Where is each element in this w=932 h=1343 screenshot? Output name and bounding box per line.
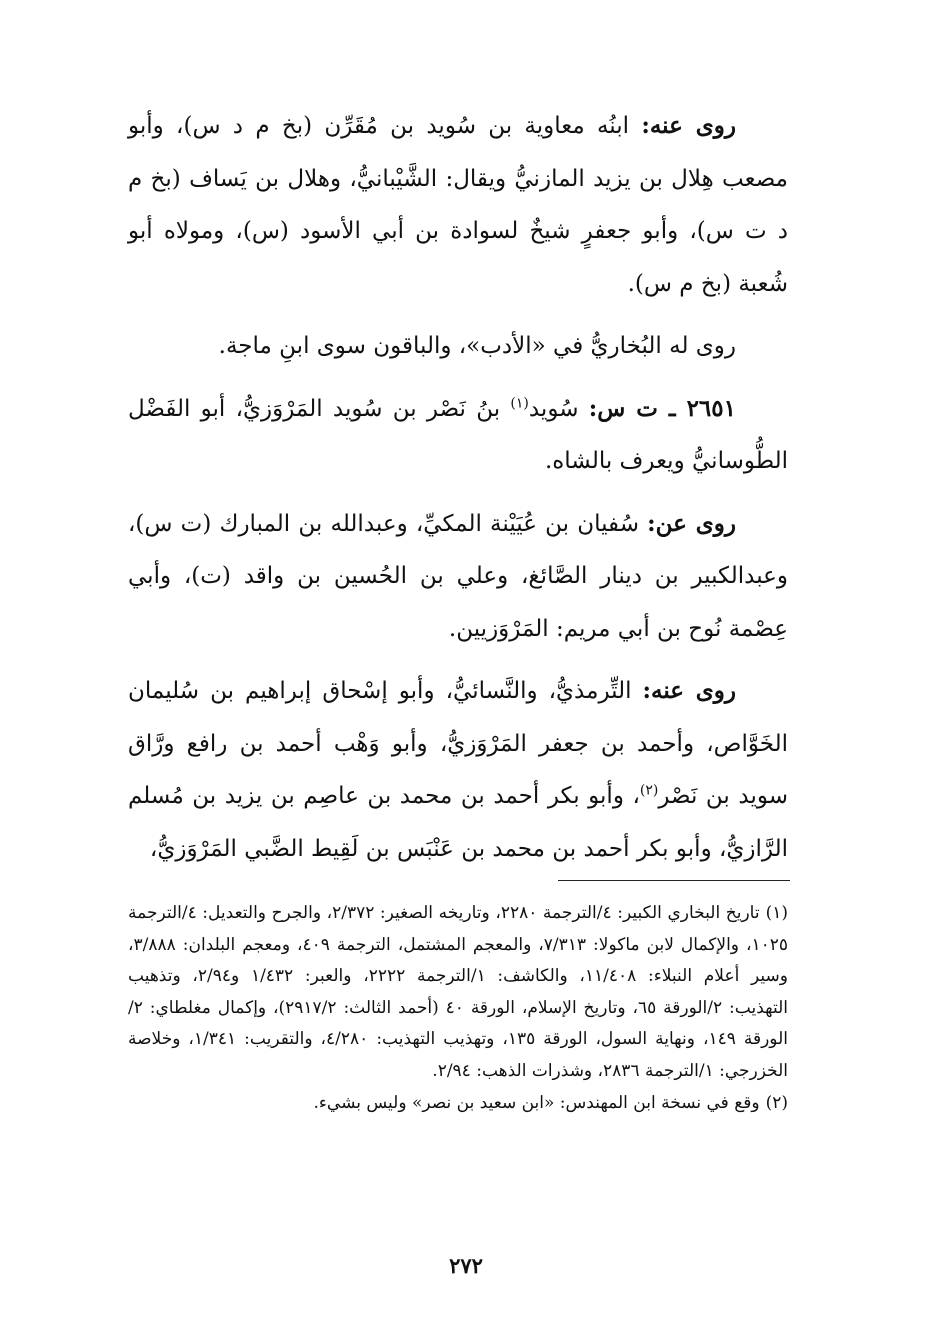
footnote-reference-2[interactable]: (٢) [639,782,659,799]
footnote-number: (٢) [765,1092,788,1113]
footnote-text: تاريخ البخاري الكبير: ٤/الترجمة ٢٢٨٠، وتاريخه الصغير: ٢/٣٧٢، والجرح والتعديل: ٤/الترجمة ١٠٢٥، والإكمال لابن ماكولا: ٧/٣١٣، والمعجم المشتمل، الترجمة ٤٠٩، ومعجم البلدان: ٣/٨٨٨، وسير أعلام النبلاء: ١١/٤٠٨، والكاشف: ١/الترجمة ٢٢٢٢، والعبر: ١/٤٣٢ و٢/٩٤، وتذهيب التهذيب: ٢/الورقة ٦٥، وتاريخ الإسلام، الورقة ٤٠ (أحمد الثالث: ٢٩١٧/٢)، وإكمال مغلطاي: ٢/الورقة ١٤٩، ونهاية السول، الورقة ١٣٥، وتهذيب التهذيب: ٤/٢٨٠، والتقريب: ١/٣٤١، وخلاصة الخزرجي: ١/الترجمة ٢٨٣٦، وشذرات الذهب: ٢/٩٤. [128,903,789,1081]
footnote-reference-1[interactable]: (١) [510,394,529,411]
footnote-2 [128,1088,788,1120]
paragraph-text: ابنُه معاوية بن سُويد بن مُقَرِّن (بخ م د س)، وأبو مصعب هِلال بن يزيد المازنيُّ ويقال: الشَّيْبانيُّ، وهلال بن يَساف (بخ م د ت س)، وأبو جعفرٍ شيخٌ لسوادة بن أبي الأسود (س)، ومولاه أبو شُعبة (بخ م س). [128,113,788,297]
page-number: ٢٧٢ [449,1253,483,1278]
paragraph-narrators-from-him-2 [128,665,788,875]
main-text [128,100,788,885]
footnote-number: (١) [765,903,788,923]
paragraph-narrators-from-him [128,100,788,310]
paragraph-text: سُويد [528,395,589,422]
footnote-1 [128,898,788,1088]
section-label: روى عنه: [642,677,737,704]
paragraph-text: ، وأبو بكر أحمد بن محمد بن عاصِم بن يزيد بن مُسلم الرَّازيُّ، وأبو بكر أحمد بن محمد بن عَنْبَس بن لَقِيط الضَّبي المَرْوَزيُّ، [128,783,788,862]
paragraph-text: التِّرمذيُّ، والنَّسائيُّ، وأبو إسْحاق إبراهيم بن سُليمان الخَوَّاص، وأحمد بن جعفر المَرْوَزيُّ، وأبو وَهْب أحمد بن رافع ورَّاق سويد بن نَصْر [128,678,788,809]
paragraph-text: روى له البُخاريُّ في «الأدب»، والباقون سوى ابنِ ماجة. [218,333,736,359]
section-label: روى عنه: [641,112,737,139]
footnote-divider [558,880,790,881]
entry-number: ٢٦٥١ ـ ت س: [588,394,736,422]
paragraph-entry-heading [128,383,788,488]
footnotes [128,898,788,1119]
section-label: روى عن: [647,509,736,537]
paragraph-narrated-by [128,320,788,373]
paragraph-text: بنُ نَصْر بن سُويد المَرْوَزيُّ، أبو الفَضْل الطُّوسانيُّ ويعرف بالشاه. [128,395,788,474]
paragraph-text: سُفيان بن عُيَيْنة المكيِّ، وعبدالله بن المبارك (ت س)، وعبدالكبير بن دينار الصَّائغ، وعلي بن الحُسين بن واقد (ت)، وأبي عِصْمة نُوح بن أبي مريم: المَرْوَزيين. [128,510,788,642]
footnote-text: وقع في نسخة ابن المهندس: «ابن سعيد بن نصر» وليس بشيء. [313,1092,760,1113]
paragraph-narrated-from [128,498,788,656]
